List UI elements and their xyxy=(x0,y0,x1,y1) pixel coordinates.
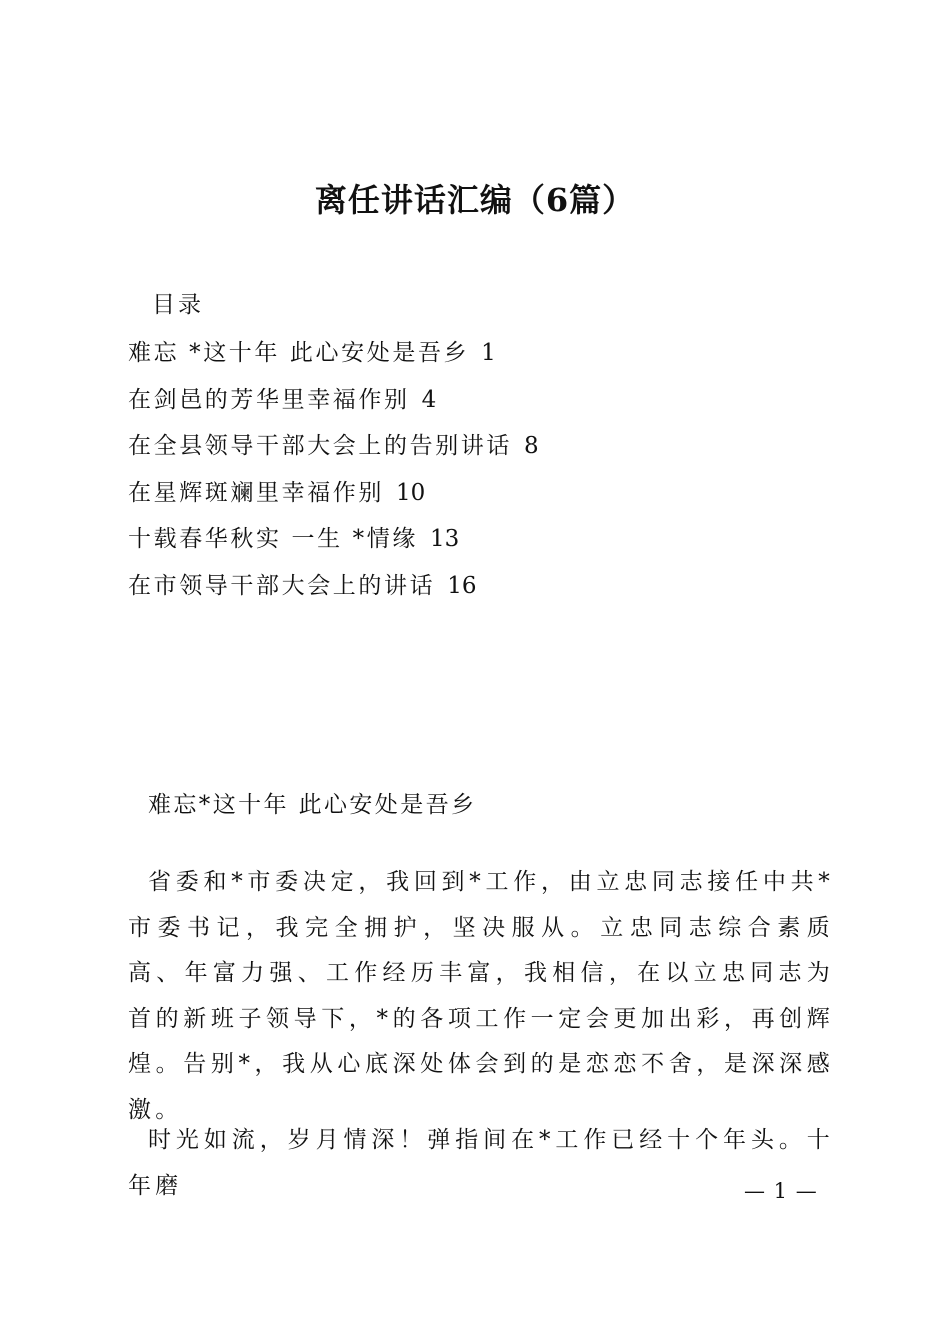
toc-item[interactable] xyxy=(128,383,539,430)
toc-item-title: 在市领导干部大会上的讲话 xyxy=(128,572,436,599)
toc-item-title: 在星辉斑斓里幸福作别 xyxy=(128,479,384,506)
toc-item-page: 1 xyxy=(481,340,496,366)
body-paragraph: 时光如流，岁月情深！弹指间在*工作已经十个年头。十年磨 xyxy=(128,1127,834,1199)
toc-item-title: 难忘 *这十年 此心安处是吾乡 xyxy=(128,340,470,366)
toc-item-title: 十载春华秋实 一生 *情缘 xyxy=(128,526,418,552)
toc-item-page: 16 xyxy=(447,572,477,599)
toc-item-title: 在剑邑的芳华里幸福作别 xyxy=(128,386,410,413)
page-number: — 1 — xyxy=(744,1179,818,1203)
toc-item[interactable] xyxy=(128,429,539,476)
toc-item-page: 8 xyxy=(524,433,539,459)
toc-item-page: 4 xyxy=(421,386,437,413)
toc-heading: 目录 xyxy=(152,292,204,318)
toc-item[interactable] xyxy=(128,569,539,616)
table-of-contents xyxy=(128,336,539,615)
document-title: 离任讲话汇编（6篇） xyxy=(314,181,636,219)
toc-item-page: 13 xyxy=(429,526,460,552)
toc-item-page: 10 xyxy=(396,479,426,506)
section-title: 难忘*这十年 此心安处是吾乡 xyxy=(148,792,477,818)
toc-item[interactable] xyxy=(128,476,539,523)
toc-item-title: 在全县领导干部大会上的告别讲话 xyxy=(128,433,512,459)
toc-item[interactable] xyxy=(128,522,539,569)
toc-item[interactable] xyxy=(128,336,539,383)
body-paragraph: 省委和*市委决定，我回到*工作，由立忠同志接任中共*市委书记，我完全拥护，坚决服从。立忠同志综合素质高、年富力强、工作经历丰富，我相信，在以立忠同志为首的新班子领导下，*的各项工作一定会更加出彩，再创辉煌。告别*，我从心底深处体会到的是恋恋不舍，是深深感激。 xyxy=(128,869,834,1123)
